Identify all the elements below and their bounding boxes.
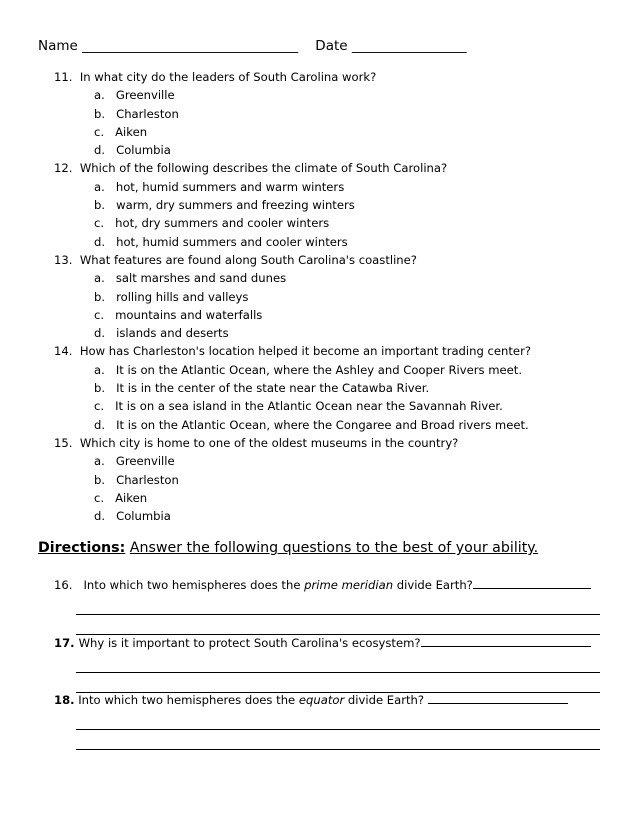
option[interactable]: [54, 306, 614, 324]
option-letter: b.: [94, 289, 106, 304]
short-answer-17: [54, 633, 600, 693]
option-text: hot, humid summers and warm winters: [115, 179, 345, 194]
option[interactable]: [54, 489, 614, 507]
question-text-before: Into which two hemispheres does the: [78, 693, 296, 707]
option-letter: a.: [94, 454, 105, 469]
option-text: warm, dry summers and freezing winters: [116, 198, 355, 213]
option-letter: d.: [94, 234, 106, 249]
option-text: Greenville: [115, 454, 175, 469]
short-answer-18: [54, 690, 600, 750]
option[interactable]: [54, 397, 614, 415]
question-text-italic: prime meridian: [304, 578, 394, 592]
question-15: [54, 434, 614, 452]
option[interactable]: [54, 141, 614, 159]
question-text: In what city do the leaders of South Carolina work?: [79, 70, 377, 84]
name-label: Name: [38, 38, 78, 54]
option-letter: d.: [94, 509, 106, 524]
answer-line[interactable]: [76, 595, 600, 615]
option-letter: d.: [94, 326, 106, 341]
option[interactable]: [54, 196, 614, 214]
option-text: rolling hills and valleys: [116, 289, 249, 304]
option-letter: b.: [94, 381, 106, 396]
option-text: Charleston: [116, 106, 179, 121]
option-letter: c.: [94, 307, 105, 322]
option[interactable]: [54, 452, 614, 470]
option[interactable]: [54, 288, 614, 306]
option[interactable]: [54, 361, 614, 379]
option-letter: c.: [94, 399, 105, 414]
answer-blank[interactable]: [428, 693, 568, 704]
option[interactable]: [54, 379, 614, 397]
answer-line[interactable]: [76, 710, 600, 730]
question-number: 15.: [54, 435, 73, 450]
question-text: Which of the following describes the climate of South Carolina?: [79, 161, 448, 176]
question-text-italic: equator: [298, 693, 345, 707]
question-number: 18.: [54, 693, 75, 707]
answer-line[interactable]: [76, 615, 600, 635]
option-letter: a.: [94, 88, 105, 103]
option-text: Columbia: [116, 143, 171, 158]
question-number: 12.: [54, 161, 73, 176]
option-letter: c.: [94, 490, 105, 505]
option[interactable]: [54, 471, 614, 489]
option-letter: a.: [94, 362, 105, 377]
option-text: hot, humid summers and cooler winters: [116, 234, 348, 249]
option-text: Aiken: [115, 490, 148, 505]
option-letter: c.: [94, 216, 105, 231]
answer-blank[interactable]: [473, 578, 591, 589]
question-14: [54, 342, 614, 360]
option[interactable]: [54, 86, 614, 104]
short-answer-16: [54, 575, 600, 635]
option[interactable]: [54, 507, 614, 525]
option-text: salt marshes and sand dunes: [115, 271, 287, 286]
option-letter: d.: [94, 143, 106, 158]
question-line: [54, 575, 600, 595]
question-line: [54, 690, 600, 710]
answer-line[interactable]: [76, 653, 600, 673]
question-number: 17.: [54, 636, 75, 650]
option-text: It is on the Atlantic Ocean, where the Congaree and Broad rivers meet.: [116, 417, 529, 432]
option-letter: b.: [94, 198, 106, 213]
option-letter: c.: [94, 124, 105, 139]
option-text: islands and deserts: [116, 326, 229, 341]
directions: [38, 540, 538, 556]
option-text: hot, dry summers and cooler winters: [115, 216, 330, 231]
option-letter: d.: [94, 417, 106, 432]
directions-label: Directions:: [38, 540, 126, 556]
answer-line[interactable]: [76, 730, 600, 750]
option-letter: b.: [94, 472, 106, 487]
option[interactable]: [54, 214, 614, 232]
option[interactable]: [54, 416, 614, 434]
option-text: Columbia: [116, 509, 171, 524]
option-text: Greenville: [115, 88, 175, 103]
date-label: Date: [315, 38, 348, 54]
question-13: [54, 251, 614, 269]
worksheet-header: [38, 38, 467, 54]
option-text: It is on a sea island in the Atlantic Ocean near the Savannah River.: [115, 399, 503, 414]
option[interactable]: [54, 105, 614, 123]
question-text: How has Charleston's location helped it become an important trading center?: [79, 344, 531, 359]
question-text-after: divide Earth?: [347, 693, 425, 707]
question-12: [54, 159, 614, 177]
option-letter: a.: [94, 179, 105, 194]
question-number: 16.: [54, 578, 73, 592]
question-text-before: Why is it important to protect South Carolina's ecosystem?: [78, 636, 421, 650]
multiple-choice-section: [54, 68, 614, 525]
question-line: [54, 633, 600, 653]
question-11: [54, 68, 614, 86]
directions-text: Answer the following questions to the best of your ability.: [129, 540, 539, 556]
question-text-before: Into which two hemispheres does the: [83, 578, 301, 592]
question-number: 13.: [54, 252, 73, 267]
option-letter: a.: [94, 271, 105, 286]
question-number: 11.: [54, 70, 73, 84]
question-text-after: divide Earth?: [396, 578, 473, 592]
option[interactable]: [54, 324, 614, 342]
option[interactable]: [54, 123, 614, 141]
option[interactable]: [54, 233, 614, 251]
date-blank[interactable]: _________________: [351, 38, 467, 54]
answer-blank[interactable]: [421, 636, 591, 647]
option-text: It is on the Atlantic Ocean, where the Ashley and Cooper Rivers meet.: [115, 362, 523, 377]
option-text: Aiken: [115, 124, 148, 139]
option-text: mountains and waterfalls: [115, 307, 263, 322]
question-number: 14.: [54, 344, 73, 359]
option-text: Charleston: [116, 472, 179, 487]
question-text: Which city is home to one of the oldest museums in the country?: [79, 435, 459, 450]
option-letter: b.: [94, 106, 106, 121]
question-text: What features are found along South Carolina's coastline?: [79, 252, 417, 267]
name-blank[interactable]: ________________________________: [82, 38, 299, 54]
option-text: It is in the center of the state near the Catawba River.: [116, 381, 430, 396]
option[interactable]: [54, 269, 614, 287]
option[interactable]: [54, 178, 614, 196]
